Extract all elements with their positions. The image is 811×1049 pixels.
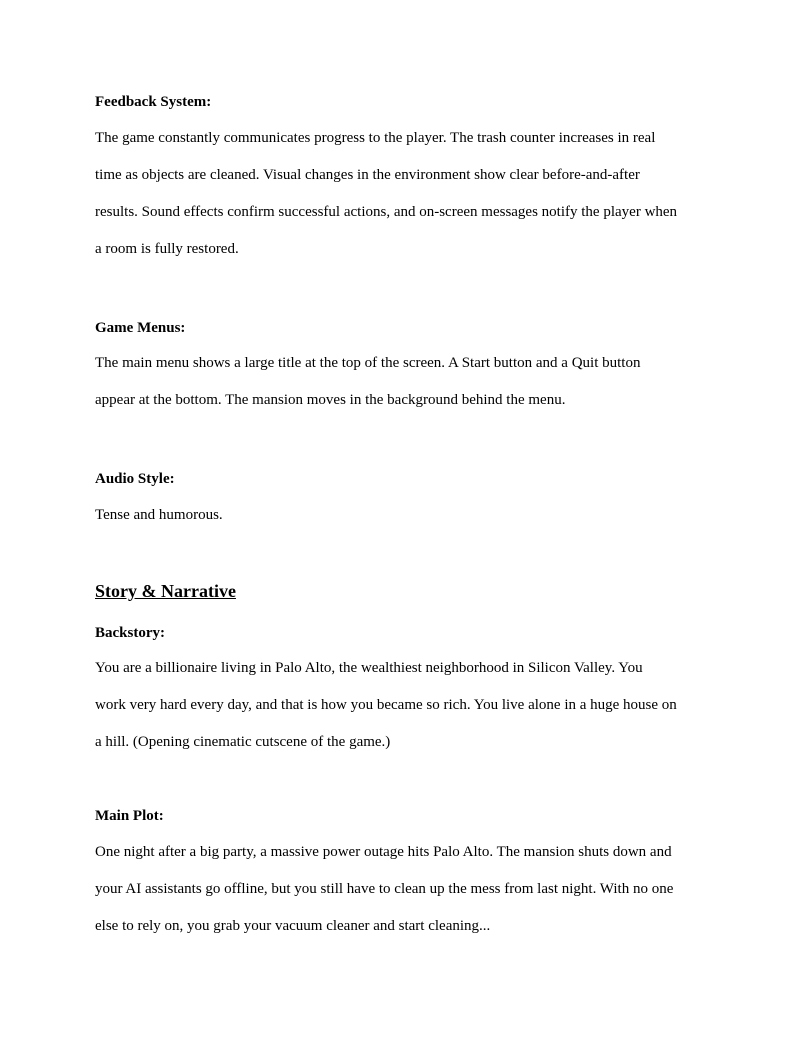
paragraph-line: time as objects are cleaned. Visual changes in the environment show clear before-and-after: [95, 167, 640, 183]
backstory-paragraph: [95, 650, 725, 761]
paragraph-line: You are a billionaire living in Palo Alto, the wealthiest neighborhood in Silicon Valley. You: [95, 660, 643, 676]
paragraph-line: work very hard every day, and that is how you became so rich. You live alone in a huge house on: [95, 697, 677, 713]
story-narrative-title: Story & Narrative: [95, 581, 236, 601]
paragraph-line: a hill. (Opening cinematic cutscene of the game.): [95, 734, 391, 750]
paragraph-line: your AI assistants go offline, but you still have to clean up the mess from last night. With no one: [95, 881, 674, 897]
paragraph-line: Tense and humorous.: [95, 507, 223, 523]
paragraph-line: One night after a big party, a massive power outage hits Palo Alto. The mansion shuts down and: [95, 844, 672, 860]
main-plot-heading: Main Plot:: [95, 808, 164, 824]
audio-style-heading: Audio Style:: [95, 471, 175, 487]
game-menus-paragraph: [95, 345, 725, 419]
paragraph-line: a room is fully restored.: [95, 241, 239, 257]
feedback-system-heading: Feedback System:: [95, 94, 212, 110]
backstory-heading: Backstory:: [95, 625, 165, 641]
main-plot-paragraph: [95, 834, 725, 945]
paragraph-line: The game constantly communicates progress to the player. The trash counter increases in real: [95, 130, 656, 146]
audio-style-paragraph: [95, 497, 725, 534]
paragraph-line: else to rely on, you grab your vacuum cleaner and start cleaning...: [95, 918, 491, 934]
game-menus-heading: Game Menus:: [95, 320, 186, 336]
feedback-system-paragraph: [95, 120, 725, 268]
paragraph-line: appear at the bottom. The mansion moves in the background behind the menu.: [95, 392, 566, 408]
paragraph-line: results. Sound effects confirm successful actions, and on-screen messages notify the player when: [95, 204, 678, 220]
paragraph-line: The main menu shows a large title at the top of the screen. A Start button and a Quit button: [95, 355, 641, 371]
